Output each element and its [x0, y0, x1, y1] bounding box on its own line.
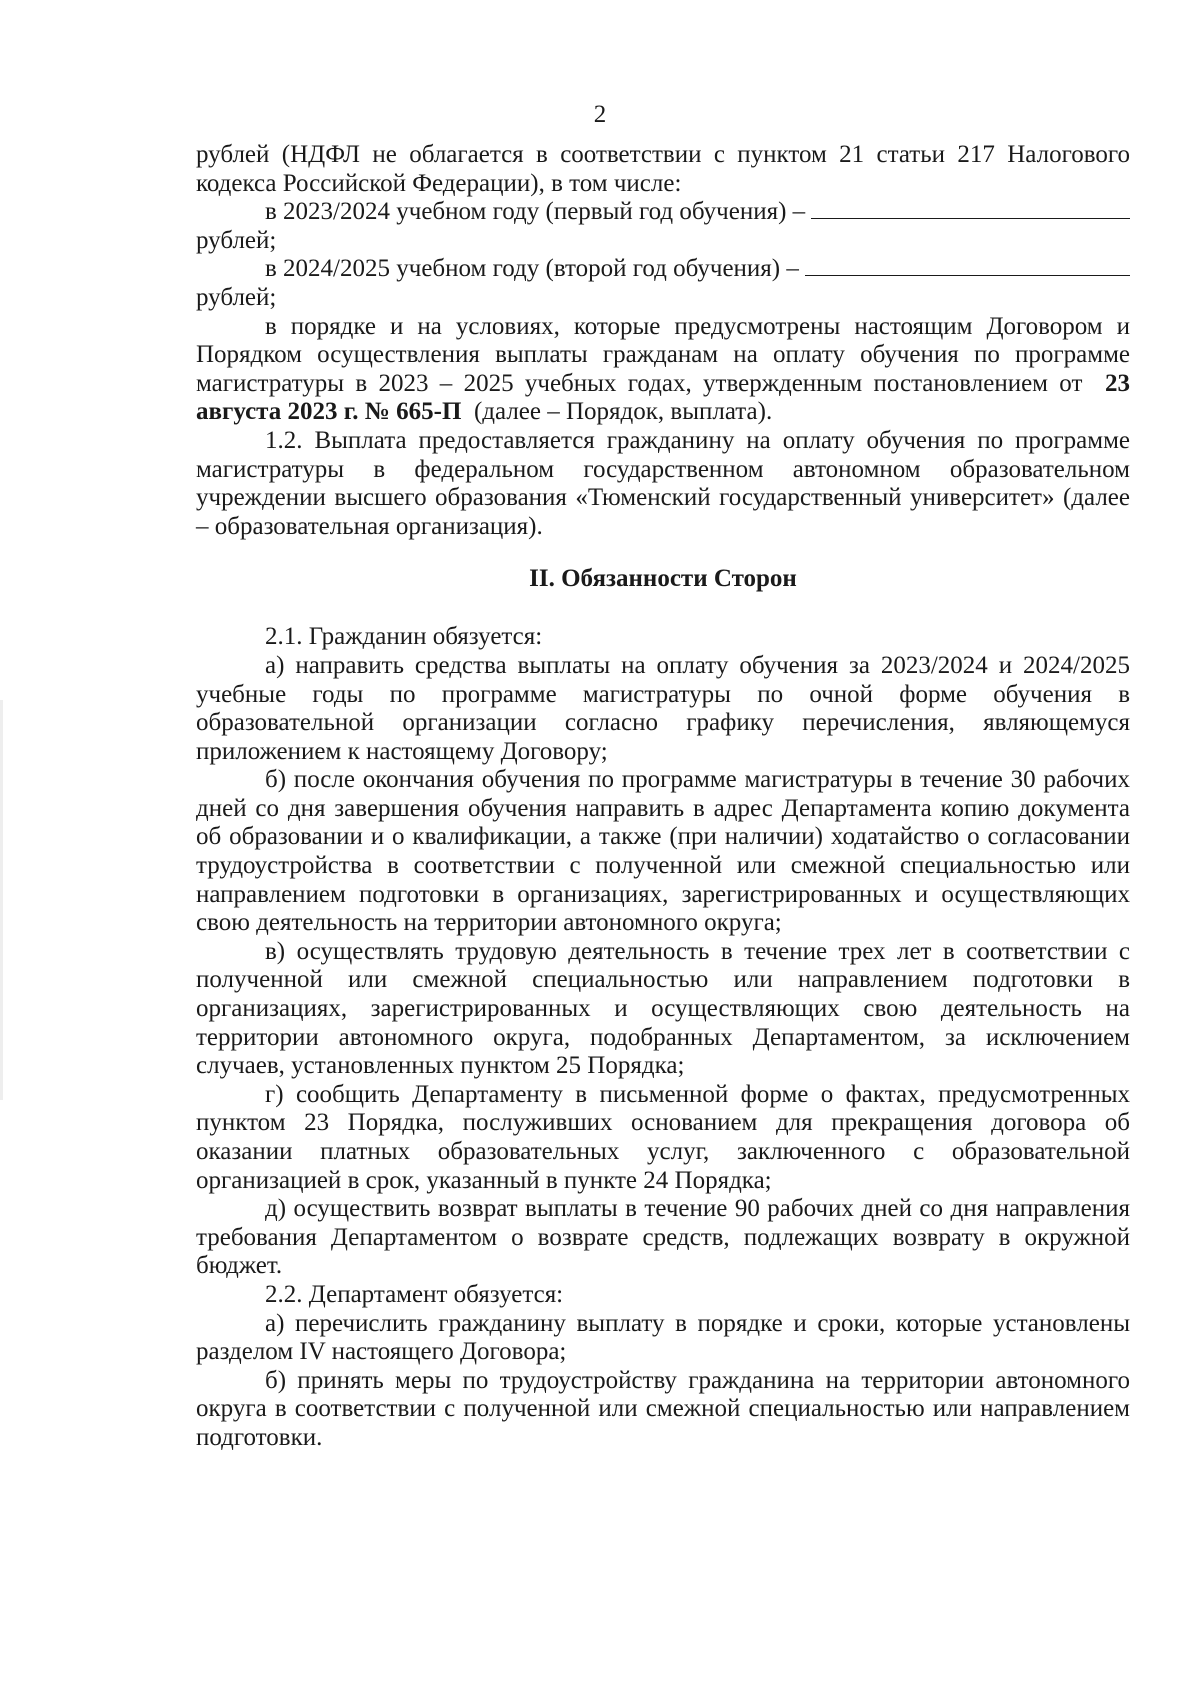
section-2-heading: II. Обязанности Сторон: [529, 565, 797, 593]
paragraph-1-2: 1.2. Выплата предоставляется гражданину на оплату обучения по программе магистратуры в федеральном государственном автономном образовательном учреждении высшего образования «Тюменский государственный университет» (далее – образовательная организация).: [196, 426, 1130, 540]
year2-amount-line: [196, 255, 1130, 284]
year2-unit: рублей;: [196, 283, 277, 311]
year2-label: в 2024/2025 учебном году (второй год обучения) –: [265, 255, 799, 283]
order-text-start: в порядке и на условиях, которые предусмотрены настоящим Договором и Порядком осуществления выплаты гражданам на оплату обучения по программе магистратуры в 2023 – 2025 учебных годах, утвержденным постановлением от: [196, 312, 1130, 397]
year1-amount-blank[interactable]: [811, 200, 1130, 219]
list-item-2-2-b: б) принять меры по трудоустройству гражданина на территории автономного округа в соответствии с полученной или смежной специальностью или направлением подготовки.: [196, 1366, 1130, 1451]
paragraph-order: [196, 313, 1130, 427]
list-item-2-1-a: а) направить средства выплаты на оплату обучения за 2023/2024 и 2024/2025 учебные годы по программе магистратуры по очной форме обучения в образовательной организации согласно графику перечисления, являющемуся приложением к настоящему Договору;: [196, 651, 1130, 765]
year2-amount-blank[interactable]: [805, 257, 1130, 276]
list-item-2-1-v: в) осуществлять трудовую деятельность в течение трех лет в соответствии с полученной или смежной специальностью или направлением подготовки в организациях, зарегистрированных и осуществляющих свою деятельность на территории автономного округа, подобранных Департаментом, за исключением случаев, установленных пунктом 25 Порядка;: [196, 937, 1130, 1080]
paragraph-2-1: 2.1. Гражданин обязуется:: [265, 623, 543, 651]
list-item-2-1-b: б) после окончания обучения по программе магистратуры в течение 30 рабочих дней со дня завершения обучения направить в адрес Департамента копию документа об образовании и о квалификации, а также (при наличии) ходатайство о согласовании трудоустройства в соответствии с полученной или смежной специальностью или направлением подготовки в организациях, зарегистрированных и осуществляющих свою деятельность на территории автономного округа;: [196, 766, 1130, 937]
list-item-2-2-a: а) перечислить гражданину выплату в порядке и сроки, которые установлены разделом IV настоящего Договора;: [196, 1309, 1130, 1366]
scan-edge-shadow: [0, 700, 3, 1100]
year1-amount-line: [196, 198, 1130, 227]
list-item-2-1-g: г) сообщить Департаменту в письменной форме о фактах, предусмотренных пунктом 23 Порядка, послуживших основанием для прекращения договора об оказании платных образовательных услуг, заключенного с образовательной организацией в срок, указанный в пункте 24 Порядка;: [196, 1080, 1130, 1194]
year1-unit: рублей;: [196, 226, 277, 254]
order-text-end: (далее – Порядок, выплата).: [473, 398, 773, 426]
resolution-reference: 23 августа 2023 г. № 665-П: [196, 369, 1131, 426]
year1-label: в 2023/2024 учебном году (первый год обучения) –: [265, 198, 806, 226]
paragraph-2-2: 2.2. Департамент обязуется:: [265, 1280, 564, 1308]
list-item-2-1-d: д) осуществить возврат выплаты в течение 90 рабочих дней со дня направления требования Департаментом о возврате средств, подлежащих возврату в окружной бюджет.: [196, 1195, 1130, 1280]
document-body: [196, 141, 1130, 1453]
paragraph-amount-intro: рублей (НДФЛ не облагается в соответствии с пунктом 21 статьи 217 Налогового кодекса Российской Федерации), в том числе:: [196, 141, 1130, 197]
page-number: 2: [593, 101, 607, 128]
